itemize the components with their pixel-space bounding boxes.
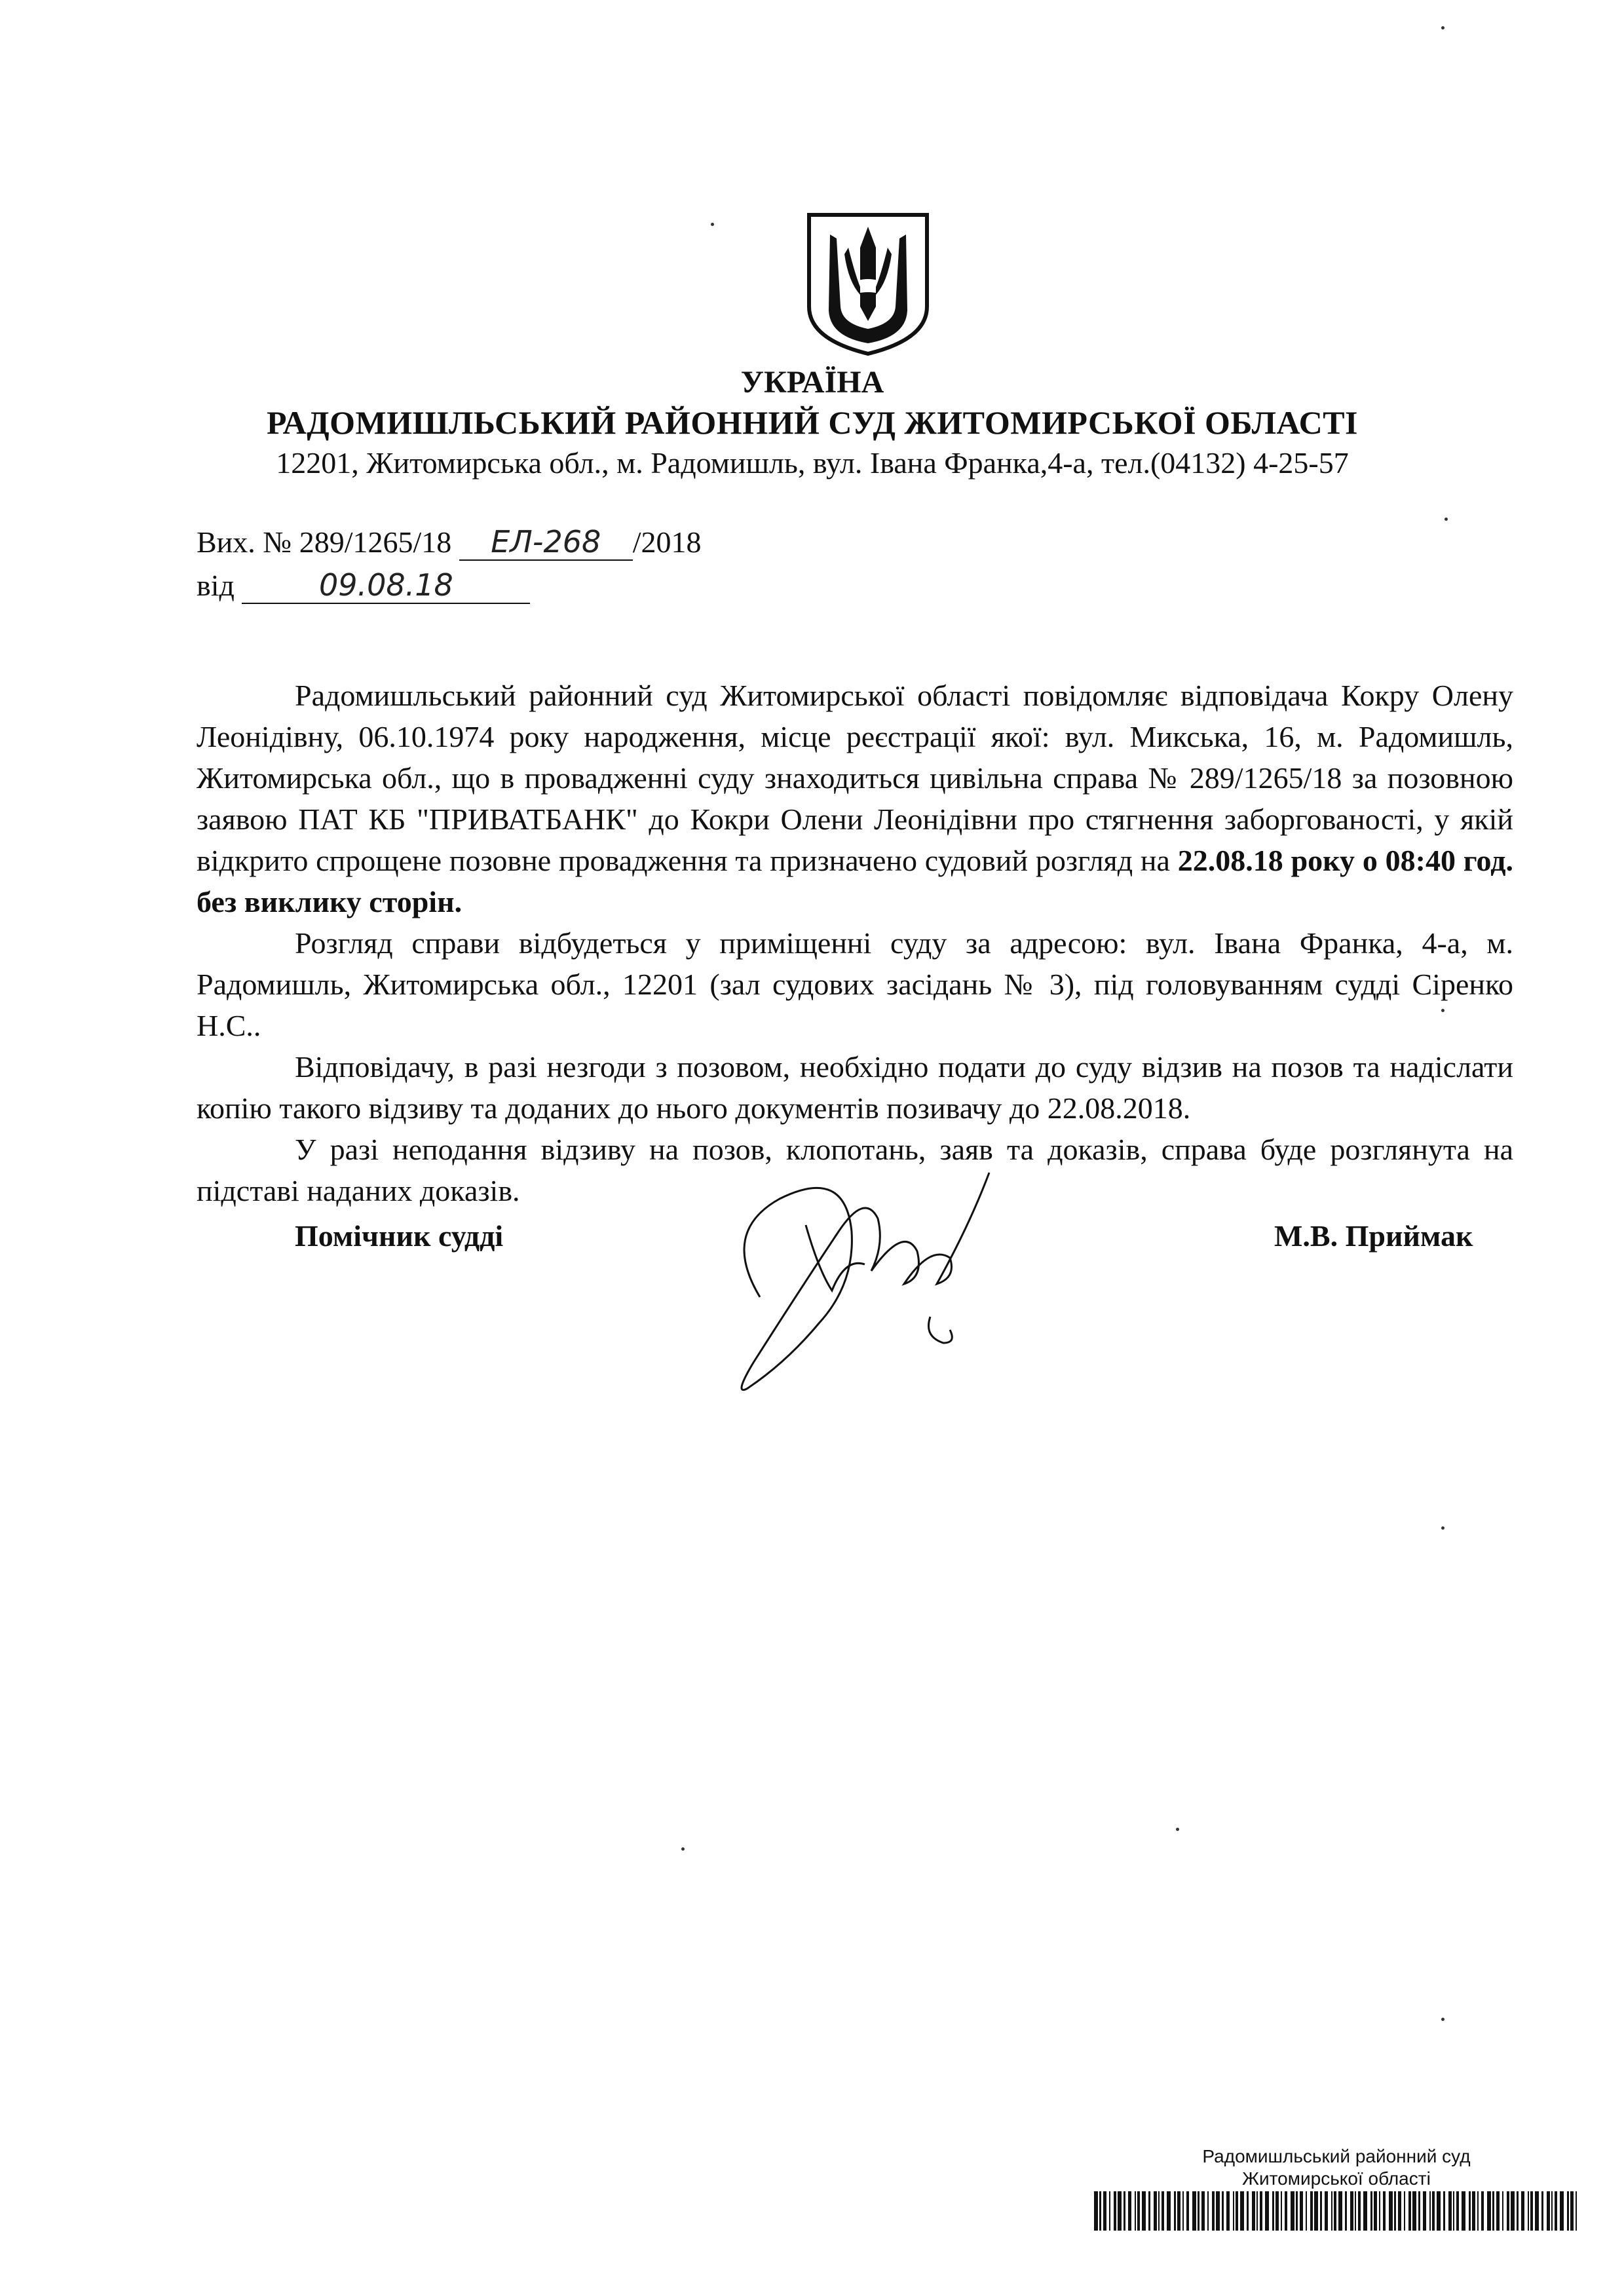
- paragraph-1: [197, 675, 1513, 922]
- paragraph-4: У разі неподання відзиву на позов, клопотань, заяв та доказів, справа буде розглянута на підставі наданих доказів.: [197, 1133, 1513, 1207]
- court-stamp: [1087, 2145, 1585, 2190]
- case-number: 289/1265/18: [299, 525, 452, 559]
- scan-speck: [1441, 26, 1445, 29]
- header-country: УКРАЇНА: [740, 365, 884, 400]
- handwritten-number: ЕЛ-268: [491, 524, 601, 559]
- tryzub-emblem-icon: [803, 208, 934, 359]
- scan-speck: [1176, 1828, 1179, 1831]
- scan-speck: [1441, 2018, 1445, 2021]
- scan-speck: [681, 1847, 685, 1851]
- outgoing-reference: [197, 524, 702, 561]
- paragraph-1-text: Радомишльський районний суд Житомирської області повідомляє відповідача Кокру Олену Леонідівну, 06.10.1974 року народження, місце реєстрації якої: вул. Микська, 16, м. Радомишль, Житомирська обл., що в провадженні суду знаходиться цивільна справа № 289/1265/18 за позовною заявою ПАТ КБ "ПРИВАТБАНК" до Кокри Олени Леонідівни про стягнення заборгованості, у якій відкрито спрощене позовне провадження та призначено судовий розгляд на: [197, 679, 1513, 877]
- reference-date: [197, 567, 530, 604]
- stamp-line-1: Радомишльський районний суд: [1202, 2146, 1471, 2166]
- signatory-name: М.В. Приймак: [1274, 1219, 1473, 1253]
- date-label: від: [197, 569, 235, 602]
- year-suffix: /2018: [632, 525, 702, 559]
- scan-speck: [1445, 518, 1448, 521]
- header-court-name: РАДОМИШЛЬСЬКИЙ РАЙОННИЙ СУД ЖИТОМИРСЬКОЇ ОБЛАСТІ: [266, 404, 1359, 441]
- scan-speck: [1441, 1526, 1445, 1530]
- stamp-line-2: Житомирської області: [1242, 2168, 1431, 2189]
- paragraph-3: Відповідачу, в разі незгоди з позовом, необхідно подати до суду відзив на позов та надіслати копію такого відзиву та доданих до нього документів позивачу до 22.08.2018.: [197, 1050, 1513, 1125]
- signatory-title: Помічник судді: [295, 1219, 504, 1253]
- outgoing-label: Вих. №: [197, 525, 292, 559]
- handwritten-date: 09.08.18: [318, 567, 453, 603]
- barcode-icon: [1094, 2191, 1579, 2231]
- hearing-datetime: 22.08.18 року о 08:40 год. без виклику сторін.: [197, 844, 1513, 918]
- handwritten-signature: [708, 1127, 1009, 1402]
- scan-speck: [1441, 1009, 1445, 1012]
- header-address: 12201, Житомирська обл., м. Радомишль, вул. Івана Франка,4-а, тел.(04132) 4-25-57: [276, 446, 1349, 480]
- paragraph-2: Розгляд справи відбудеться у приміщенні суду за адресою: вул. Івана Франка, 4-а, м. Радомишль, Житомирська обл., 12201 (зал судових засідань № 3), під головуванням судді Сіренко Н.С..: [197, 926, 1513, 1042]
- scan-speck: [711, 223, 714, 226]
